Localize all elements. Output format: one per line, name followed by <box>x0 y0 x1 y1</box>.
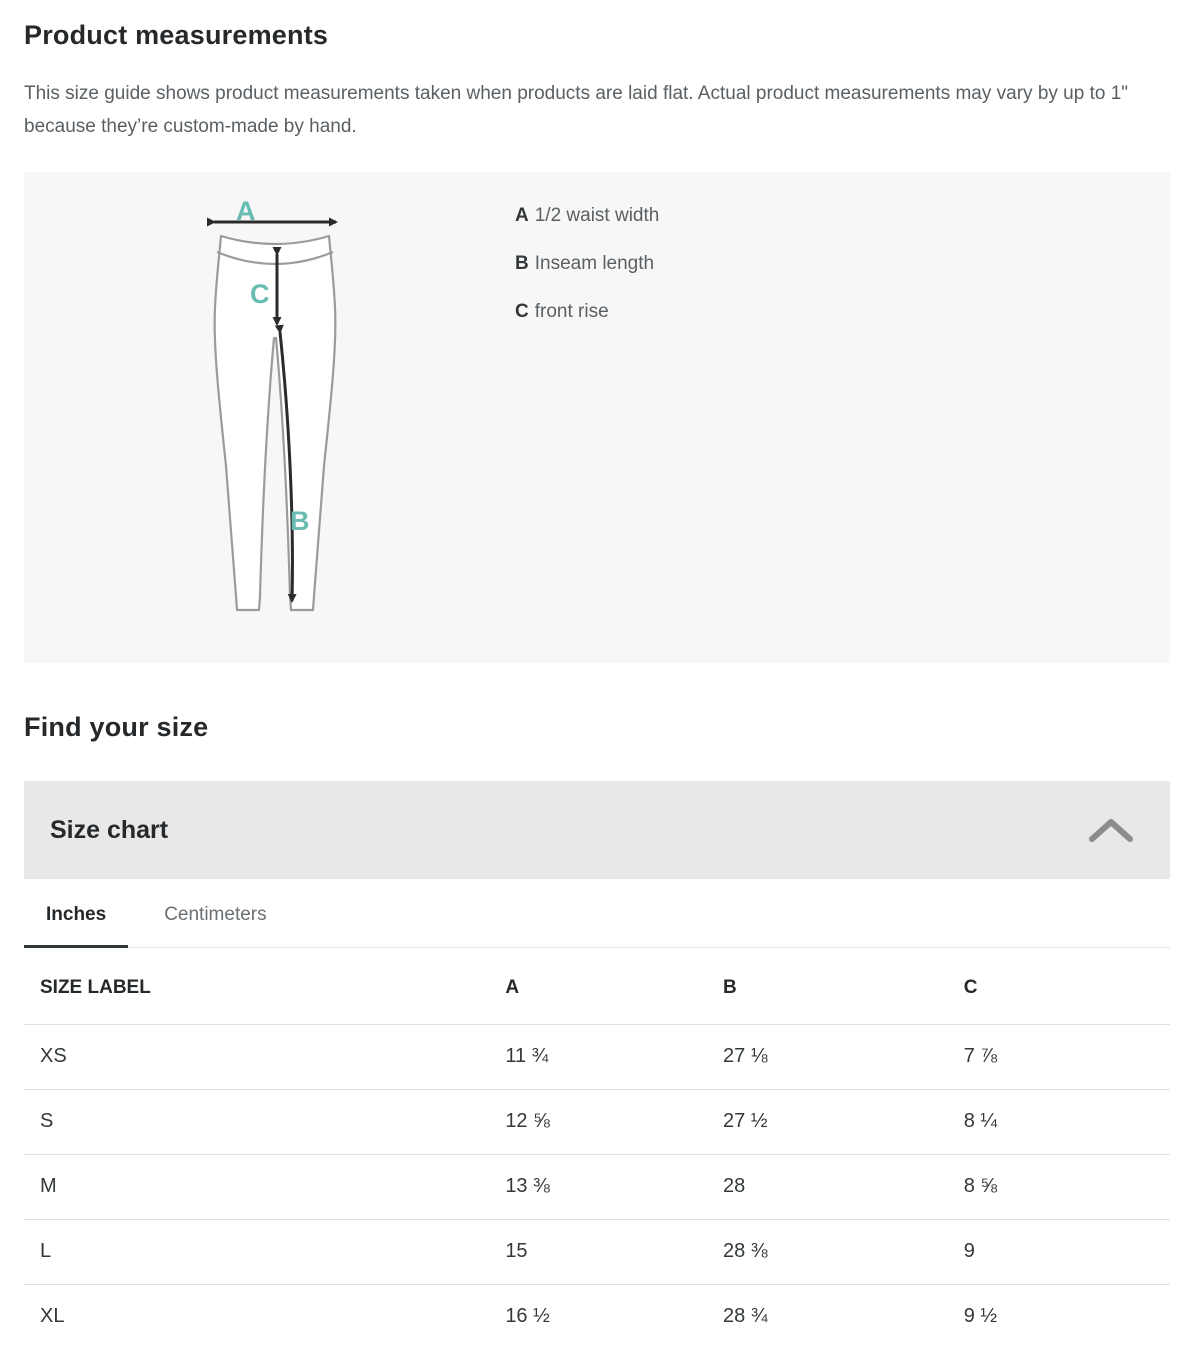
legend-item-c <box>515 301 659 349</box>
cell-c: 8 ⅝ <box>964 1155 1170 1220</box>
measurement-diagram-panel <box>24 172 1170 663</box>
legend-label: front rise <box>535 301 609 322</box>
table-row-l <box>24 1220 1170 1285</box>
legend-key: A <box>515 205 529 226</box>
cell-a: 15 <box>505 1220 723 1285</box>
cell-c: 9 ½ <box>964 1285 1170 1349</box>
cell-size: XS <box>24 1025 505 1090</box>
cell-size: L <box>24 1220 505 1285</box>
tab-inches[interactable]: Inches <box>24 887 128 948</box>
tab-centimeters[interactable]: Centimeters <box>142 887 288 948</box>
cell-a: 16 ½ <box>505 1285 723 1349</box>
legend-label: 1/2 waist width <box>535 205 660 226</box>
table-row-s <box>24 1090 1170 1155</box>
cell-b: 28 ¾ <box>723 1285 964 1349</box>
header-b: B <box>723 948 964 1025</box>
cell-b: 28 ⅜ <box>723 1220 964 1285</box>
table-row-m <box>24 1155 1170 1220</box>
leggings-outline <box>215 236 336 610</box>
cell-b: 27 ½ <box>723 1090 964 1155</box>
table-row-xl <box>24 1285 1170 1349</box>
header-size-label: SIZE LABEL <box>24 948 505 1025</box>
cell-c: 7 ⅞ <box>964 1025 1170 1090</box>
table-row-xs <box>24 1025 1170 1090</box>
legend-key: C <box>515 301 529 322</box>
cell-c: 8 ¼ <box>964 1090 1170 1155</box>
legend-label: Inseam length <box>535 253 654 274</box>
size-chart-collapse-header[interactable] <box>24 781 1170 879</box>
size-chart-table <box>24 948 1170 1349</box>
chevron-up-icon[interactable] <box>1088 817 1134 843</box>
unit-tabs <box>24 887 1170 948</box>
cell-a: 13 ⅜ <box>505 1155 723 1220</box>
page-description: This size guide shows product measurements taken when products are laid flat. Actual product measurements may vary by up to 1" because they’re custom-made by hand. <box>24 77 1170 143</box>
header-a: A <box>505 948 723 1025</box>
header-c: C <box>964 948 1170 1025</box>
cell-b: 28 <box>723 1155 964 1220</box>
legend-key: B <box>515 253 529 274</box>
leggings-diagram-illustration <box>200 198 350 638</box>
cell-size: M <box>24 1155 505 1220</box>
cell-a: 12 ⅝ <box>505 1090 723 1155</box>
diagram-marker-a: A <box>236 198 256 226</box>
page-title: Product measurements <box>24 0 1170 51</box>
diagram-marker-b: B <box>290 506 310 536</box>
diagram-marker-c: C <box>250 279 270 309</box>
cell-b: 27 ⅛ <box>723 1025 964 1090</box>
legend-item-b <box>515 253 659 301</box>
size-chart-title: Size chart <box>50 816 168 845</box>
legend-item-a <box>515 205 659 253</box>
cell-a: 11 ¾ <box>505 1025 723 1090</box>
cell-c: 9 <box>964 1220 1170 1285</box>
find-your-size-title: Find your size <box>24 712 1170 743</box>
measurement-legend <box>515 205 659 349</box>
table-header-row <box>24 948 1170 1025</box>
cell-size: S <box>24 1090 505 1155</box>
cell-size: XL <box>24 1285 505 1349</box>
